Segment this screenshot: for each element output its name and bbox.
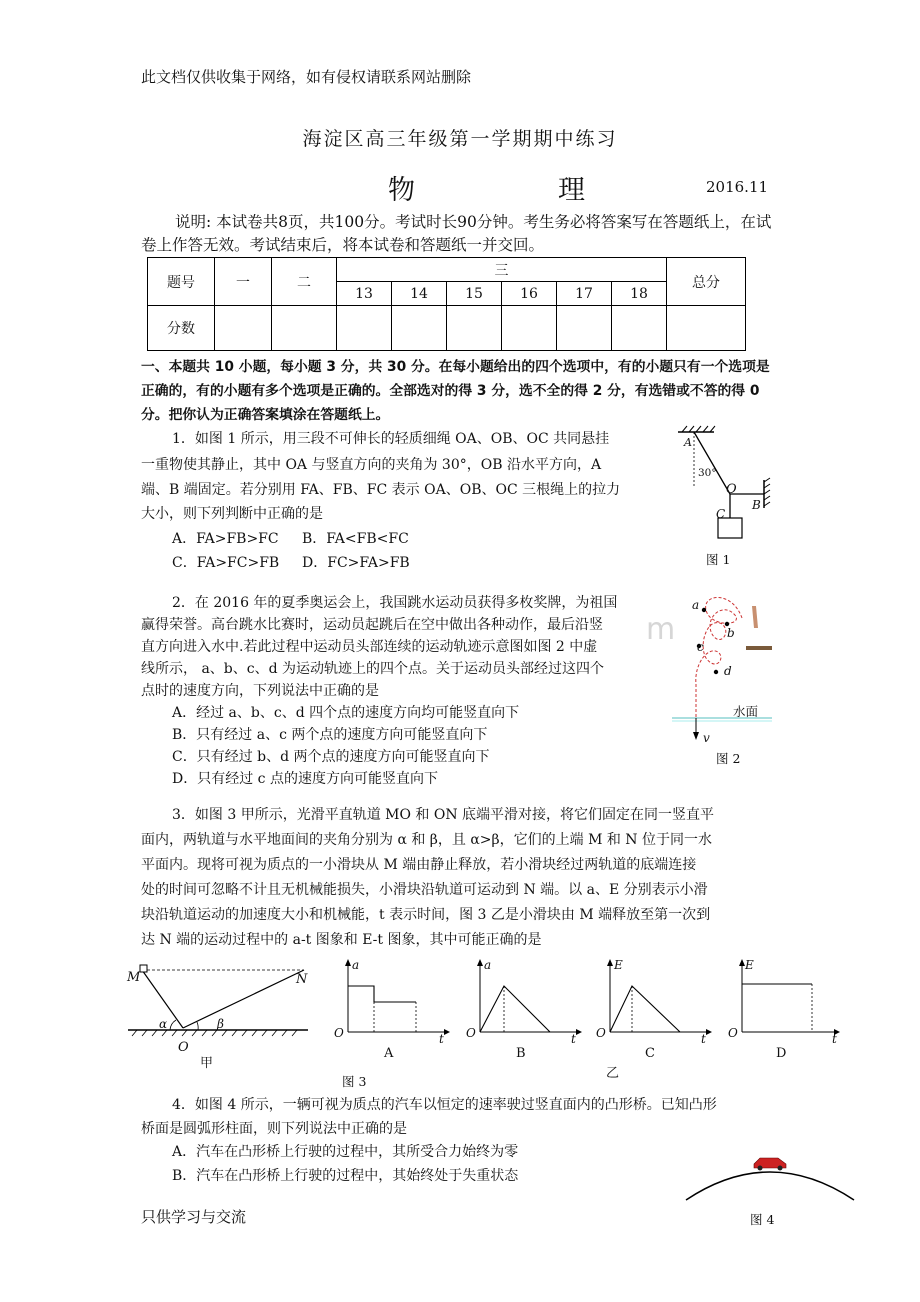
graph-c-origin: O xyxy=(596,1026,606,1040)
header-note: 此文档仅供收集于网络，如有侵权请联系网站删除 xyxy=(141,68,472,86)
graph-c-xaxis: t xyxy=(701,1032,706,1046)
q1-line: 1．如图 1 所示，用三段不可伸长的轻质细绳 OA、OB、OC 共同悬挂 xyxy=(172,431,610,447)
q2-line: 直方向进入水中.若此过程中运动员头部连续的运动轨迹示意图如图 2 中虚 xyxy=(141,639,598,655)
figure-3-track-diagram xyxy=(128,958,318,1048)
fig1-label-C: C xyxy=(716,507,726,521)
fig3-label-jia: 甲 xyxy=(200,1056,214,1071)
graph-a-yaxis: a xyxy=(352,958,360,972)
q4-option-a: A．汽车在凸形桥上行驶的过程中，其所受合力始终为零 xyxy=(172,1144,519,1160)
score-cell xyxy=(447,306,502,351)
fig1-label-B: B xyxy=(752,498,761,512)
col-two: 二 xyxy=(272,258,337,306)
fig2-label-a: a xyxy=(692,598,700,612)
q3-line: 块沿轨道运动的加速度大小和机械能，t 表示时间，图 3 乙是小滑块由 M 端释放至第一次到 xyxy=(141,907,711,923)
score-cell xyxy=(392,306,447,351)
q3-line: 3．如图 3 甲所示，光滑平直轨道 MO 和 ON 底端平滑对接，将它们固定在同一竖直平 xyxy=(172,807,715,823)
fig2-label-d: d xyxy=(724,664,732,678)
score-cell xyxy=(557,306,612,351)
q3-line: 处的时间可忽略不计且无机械能损失，小滑块沿轨道可运动到 N 端。以 a、E 分别表示小滑 xyxy=(141,882,708,898)
score-cell xyxy=(215,306,272,351)
exam-date: 2016.11 xyxy=(706,178,769,196)
q1-line: 大小，则下列判断中正确的是 xyxy=(141,506,323,522)
fig3-label-N: N xyxy=(296,972,308,987)
graph-c-letter: C xyxy=(645,1046,655,1061)
fig2-caption: 图 2 xyxy=(716,751,741,766)
q4-line: 桥面是圆弧形柱面，则下列说法中正确的是 xyxy=(141,1121,407,1137)
graph-a-origin: O xyxy=(334,1026,344,1040)
graph-d-letter: D xyxy=(776,1046,787,1061)
col-three: 三 xyxy=(337,258,667,282)
graph-d-origin: O xyxy=(728,1026,738,1040)
row-label-number: 题号 xyxy=(148,258,215,306)
score-table xyxy=(147,257,746,351)
q2-line: 点时的速度方向，下列说法中正确的是 xyxy=(141,683,379,699)
sub-col: 13 xyxy=(337,282,392,306)
sub-col: 16 xyxy=(502,282,557,306)
footer-note: 只供学习与交流 xyxy=(141,1208,247,1226)
instructions: 说明: 本试卷共8页，共100分。考试时长90分钟。考生务必将答案写在答题纸上，在试卷上作答无效。考试结束后，将本试卷和答题纸一并交回。 xyxy=(141,213,772,254)
row-label-score: 分数 xyxy=(148,306,215,351)
fig3-label-alpha: α xyxy=(159,1017,168,1031)
q1-option-d: D．FC>FA>FB xyxy=(302,555,410,571)
q2-option-d: D．只有经过 c 点的速度方向可能竖直向下 xyxy=(172,771,438,787)
graph-b-xaxis: t xyxy=(571,1032,576,1046)
score-cell xyxy=(502,306,557,351)
fig3-caption: 图 3 xyxy=(342,1074,367,1089)
score-cell xyxy=(667,306,746,351)
sub-col: 15 xyxy=(447,282,502,306)
fig1-label-O: O xyxy=(726,482,737,497)
q2-option-c: C．只有经过 b、d 两个点的速度方向可能竖直向下 xyxy=(172,749,490,765)
exam-title: 海淀区高三年级第一学期期中练习 xyxy=(302,128,618,150)
fig1-caption: 图 1 xyxy=(706,552,731,567)
score-cell xyxy=(272,306,337,351)
sub-col: 17 xyxy=(557,282,612,306)
fig1-label-angle: 30° xyxy=(698,467,717,479)
score-cell xyxy=(337,306,392,351)
q3-line: 面内，两轨道与水平地面间的夹角分别为 α 和 β，且 α>β，它们的上端 M 和 N 位于同一水 xyxy=(141,832,713,848)
figure-4-bridge xyxy=(680,1148,860,1208)
q4-line: 4．如图 4 所示，一辆可视为质点的汽车以恒定的速率驶过竖直面内的凸形桥。已知凸形 xyxy=(172,1097,717,1113)
score-cell xyxy=(612,306,667,351)
q1-option-a: A．FA>FB>FC xyxy=(172,531,279,547)
q1-line: 端、B 端固定。若分别用 FA、FB、FC 表示 OA、OB、OC 三根绳上的拉力 xyxy=(141,482,621,498)
fig1-label-A: A xyxy=(684,436,692,449)
graph-a-letter: A xyxy=(384,1046,394,1061)
graph-b-yaxis: a xyxy=(484,958,492,972)
fig2-label-b: b xyxy=(727,626,735,640)
q2-line: 线所示， a、b、c、d 为运动轨迹上的四个点。关于运动员头部经过这四个 xyxy=(141,661,605,677)
graph-d-xaxis: t xyxy=(832,1032,837,1046)
graph-d-yaxis: E xyxy=(745,958,754,972)
col-total: 总分 xyxy=(667,258,746,306)
fig3-label-beta: β xyxy=(217,1017,224,1031)
q3-line: 平面内。现将可视为质点的一小滑块从 M 端由静止释放，若小滑块经过两轨道的底端连接 xyxy=(141,857,697,873)
fig2-water-label: 水面 xyxy=(733,704,759,719)
sub-col: 14 xyxy=(392,282,447,306)
graph-b-origin: O xyxy=(466,1026,476,1040)
col-one: 一 xyxy=(215,258,272,306)
q3-line: 达 N 端的运动过程中的 a-t 图象和 E-t 图象，其中可能正确的是 xyxy=(141,932,542,948)
fig2-velocity-label: v xyxy=(703,731,710,745)
fig2-label-c: c xyxy=(697,640,704,654)
q4-option-b: B．汽车在凸形桥上行驶的过程中，其始终处于失重状态 xyxy=(172,1168,519,1184)
sub-col: 18 xyxy=(612,282,667,306)
q2-line: 赢得荣誉。高台跳水比赛时，运动员起跳后在空中做出各种动作，最后沿竖 xyxy=(141,617,603,633)
subject-title: 物 理 xyxy=(388,175,643,206)
graph-c-yaxis: E xyxy=(614,958,623,972)
graph-b-letter: B xyxy=(516,1046,526,1061)
q1-line: 一重物使其静止，其中 OA 与竖直方向的夹角为 30°，OB 沿水平方向，A xyxy=(141,457,602,473)
fig3-label-yi: 乙 xyxy=(606,1066,620,1081)
fig4-caption: 图 4 xyxy=(750,1212,775,1227)
q2-option-a: A．经过 a、b、c、d 四个点的速度方向均可能竖直向下 xyxy=(172,705,520,721)
q1-option-c: C．FA>FC>FB xyxy=(172,555,280,571)
watermark: m xyxy=(646,612,676,647)
q2-option-b: B．只有经过 a、c 两个点的速度方向可能竖直向下 xyxy=(172,727,488,743)
fig3-label-O: O xyxy=(178,1040,189,1055)
section-heading: 一、本题共 10 小题，每小题 3 分，共 30 分。在每小题给出的四个选项中，有的小题只有一个选项是正确的，有的小题有多个选项是正确的。全部选对的得 3 分，选不全的得 2 分，有选错或不答的得 0 分。把你认为正确答案填涂在答题纸上。 xyxy=(141,359,770,423)
graph-a-xaxis: t xyxy=(439,1032,444,1046)
q1-option-b: B．FA<FB<FC xyxy=(302,531,409,547)
q2-line: 2．在 2016 年的夏季奥运会上，我国跳水运动员获得多枚奖牌，为祖国 xyxy=(172,595,618,611)
fig3-label-M: M xyxy=(127,970,141,985)
